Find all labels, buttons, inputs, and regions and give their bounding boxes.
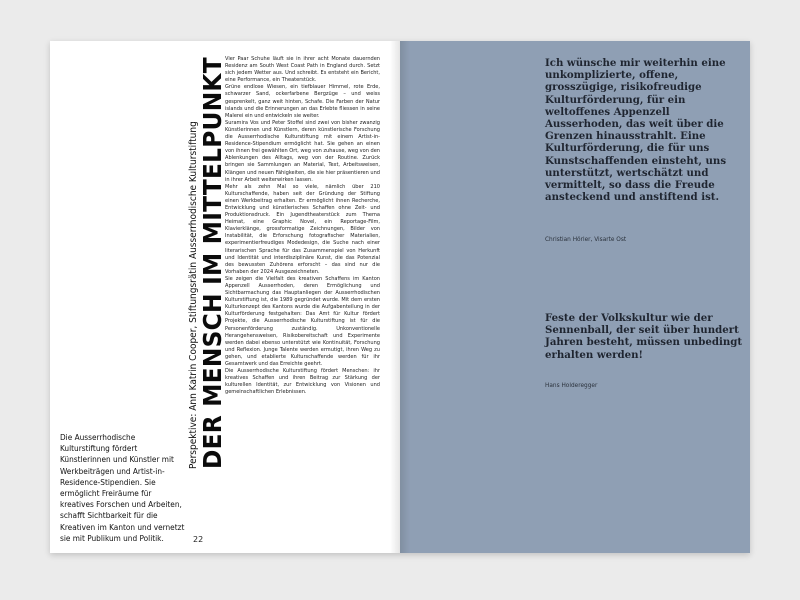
left-page xyxy=(50,41,400,553)
body-paragraph: Mehr als zehn Mal so viele, nämlich über 210 Kulturschaffende, haben seit der Gründung der Stiftung einen Werkbeitrag erhalten. Er ermöglicht ihnen Recherche, Entwicklung und künstlerisches Schaffen ohne Zeit- und Produktionsdruck. Ein Jugendtheaterstück zum Thema Heimat, eine Graphic Novel, ein Reportage-Film, Klavierklänge, grossformatige Zeichnungen, Bilder von Instabilität, die Erforschung fotografischer Materialien, experimentierfreudiges Modedesign, die Suche nach einer literarischen Sprache für das Zusammenspiel von Herkunft und Identität und interdisziplinäre Kunst, die das Potenzial des bewussten Zuhörens erforscht – das sind nur die Vorhaben der 2024 Ausgezeichneten. xyxy=(225,183,380,275)
article-body xyxy=(225,56,380,397)
right-page xyxy=(400,41,750,553)
article-kicker: Perspektive: Ann Katrin Cooper, Stiftungsrätin Ausserrhodische Kulturstiftung xyxy=(188,121,199,469)
body-paragraph: Vier Paar Schuhe läuft sie in ihrer acht Monate dauernden Residenz am South West Coast Path in England durch. Setzt sich jedem Wetter aus. Und schreibt. Es entsteht ein Bericht, eine Performance, ein Theaterstück. xyxy=(225,56,380,84)
page-number: 22 xyxy=(193,535,204,544)
body-paragraph: Suramira Vos und Peter Stoffel sind zwei von bisher zwanzig Künstlerinnen und Künstlern, deren künstlerische Forschung die Ausserrhodische Kulturstiftung mit einem Artist-in-Residence-Stipendium ermöglicht hat. Sie gehen an einen von ihnen frei gewählten Ort, weg von zuhause, weg von den Ablenkungen des Alltags, weg von der Routine. Zurück bringen sie Sammlungen an Material, Text, Arbeitsweisen, Klängen und neuen Fähigkeiten, die sie hier präsentieren und in ihrer Arbeit weiterwirken lassen. xyxy=(225,119,380,183)
article-title: DER MENSCH IM MITTELPUNKT xyxy=(198,57,227,469)
magazine-spread xyxy=(50,41,750,553)
vertical-headline xyxy=(188,41,227,469)
body-paragraph: Sie zeigen die Vielfalt des kreativen Schaffens im Kanton Appenzell Ausserrhoden, deren Ermöglichung und Sichtbarmachung das Hauptanliegen der Ausserrhodischen Kulturstiftung ist, die 1989 gegründet wurde. Mit dem ersten Kulturkonzept des Kantons wurde die Aufgabenteilung in der Kulturförderung festgehalten: Das Amt für Kultur fördert Projekte, die Ausserrhodische Kulturstiftung ist für die Personenförderung zuständig. Unkonventionelle Herangehensweisen, Risikobereitschaft und Experimente werden dabei ebenso unterstützt wie Kontinuität, Forschung und Reflexion. Junge Talente werden ermutigt, ihren Weg zu gehen, und etablierte Kulturschaffende werden für ihr Gesamtwerk und das Erreichte geehrt. xyxy=(225,275,380,368)
quote-text: Feste der Volkskultur wie der Sennenball, der seit über hundert Jahren besteht, müssen unbedingt erhalten werden! xyxy=(545,312,743,361)
page-gutter xyxy=(390,41,410,553)
quote-text: Ich wünsche mir weiterhin eine unkomplizierte, offene, grosszügige, risikofreudige Kulturförderung, für ein weltoffenes Appenzell Ausserhoden, das weit über die Grenzen hinausstrahlt. Eine Kulturförderung, die für uns Kunstschaffenden einsteht, uns unterstützt, wertschätzt und vermittelt, so dass die Freude ansteckend und anstiftend ist. xyxy=(545,57,727,204)
body-paragraph: Die Ausserrhodische Kulturstiftung fördert Menschen: ihr kreatives Schaffen und ihren Beitrag zur Stärkung der kulturellen Identität, zur Entwicklung von Visionen und gemeinschaftlichen Erlebnissen. xyxy=(225,368,380,396)
quote-author: Hans Holderegger xyxy=(545,383,598,389)
body-paragraph: Grüne endlose Wiesen, ein tiefblauer Himmel, rote Erde, schwarzer Sand, ockerfarbene Bergzüge – und weiss gesprenkelt, ganz weit hinten, Schafe. Die Farben der Natur islands und die Erinnerungen an das Erlebte fliessen in seine Malerei ein und entwickeln sie weiter. xyxy=(225,84,380,119)
lead-paragraph: Die Ausserrhodische Kulturstiftung fördert Künstlerinnen und Künstler mit Werkbeiträgen und Artist-in-Residence-Stipendien. Sie ermöglicht Freiräume für kreatives Forschen und Arbeiten, schafft Sichtbarkeit für die Kreativen im Kanton und vernetzt sie mit Publikum und Politik. xyxy=(60,432,185,543)
quote-author: Christian Hörler, Visarte Ost xyxy=(545,237,627,243)
